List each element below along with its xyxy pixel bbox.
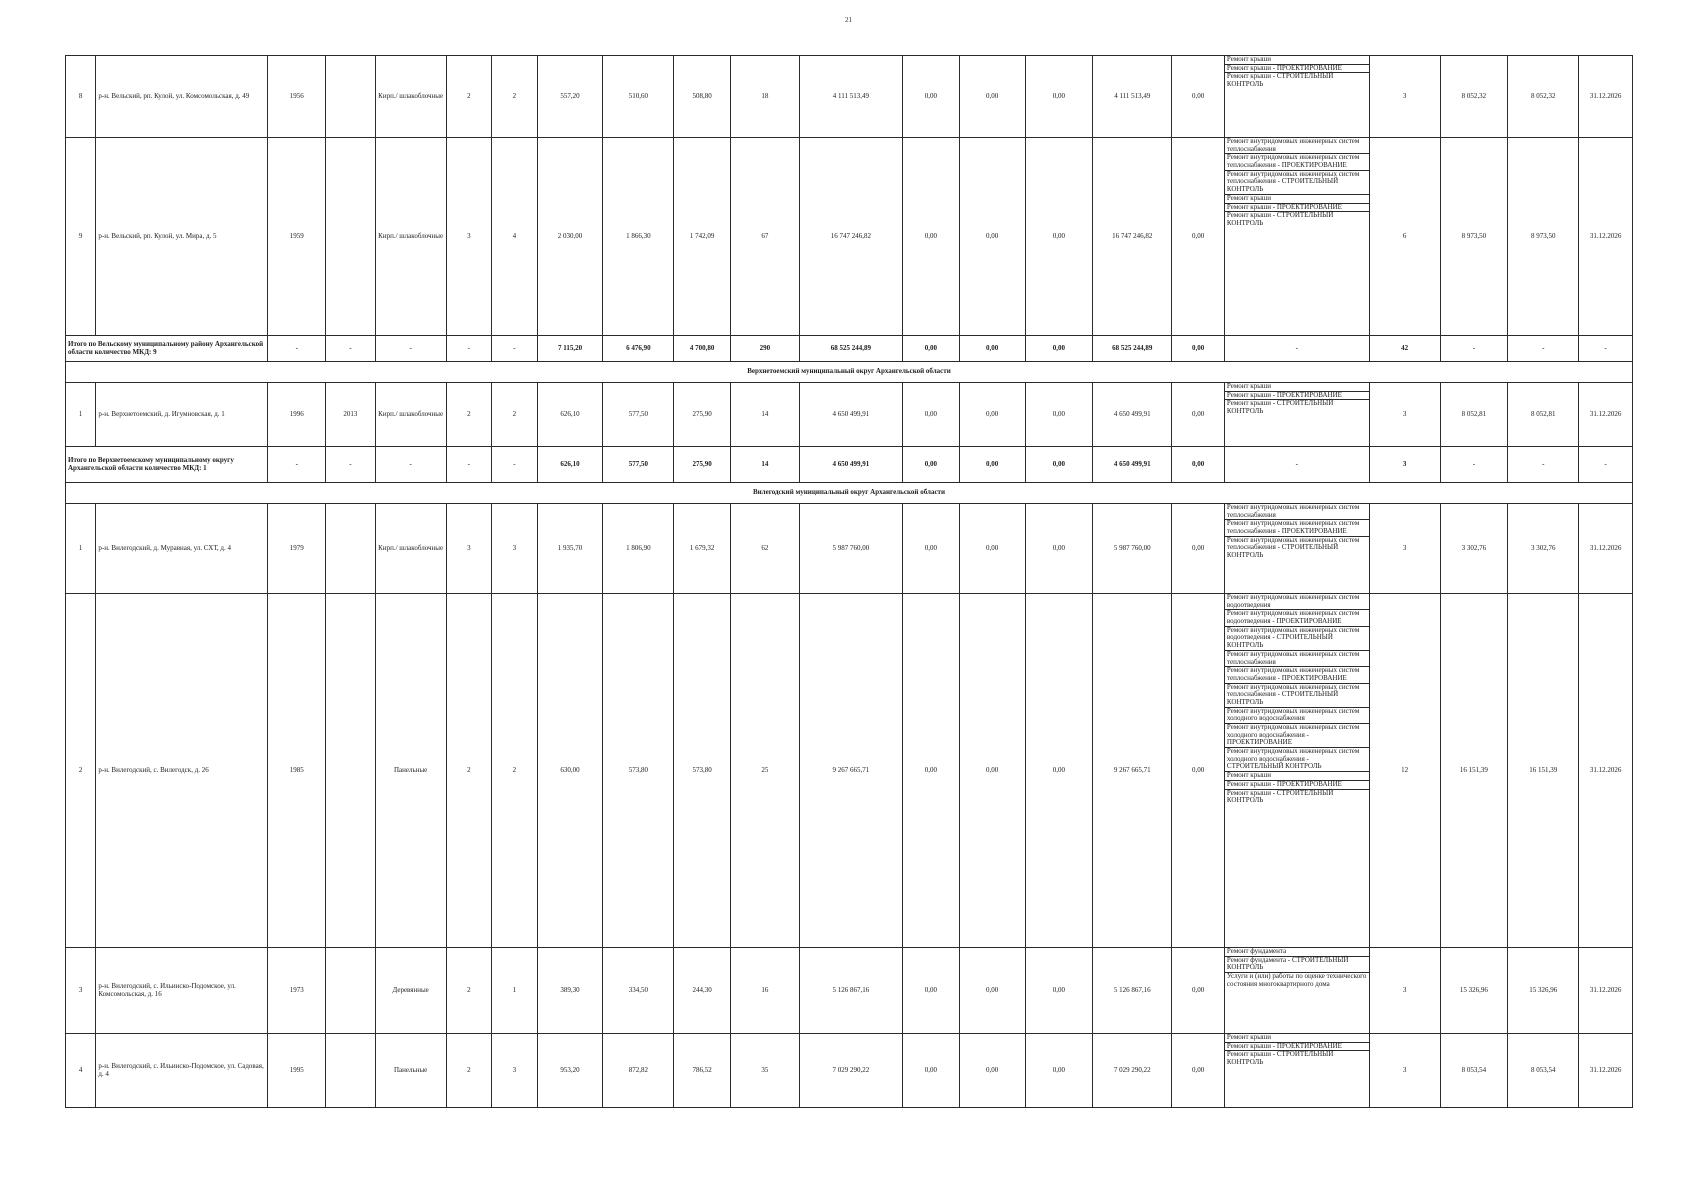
fund-owners-cell: 16 747 246,82 xyxy=(1093,138,1172,336)
area-residents-cell: 1 679,32 xyxy=(674,504,731,594)
fund-other-cell: 0,00 xyxy=(1172,594,1225,948)
total-row xyxy=(66,447,1633,483)
row-number-cell: 3 xyxy=(66,948,96,1034)
section-title: Верхнетоемский муниципальный округ Архангельской области xyxy=(66,362,1633,383)
works-list xyxy=(1225,948,1369,988)
works-list xyxy=(1225,1034,1369,1067)
fund-municipal-cell: 0,00 xyxy=(1025,594,1093,948)
fund-federal-cell: 0,00 xyxy=(903,383,960,447)
cost-total-cell: 16 747 246,82 xyxy=(799,138,902,336)
fund-regional-cell: 0,00 xyxy=(959,948,1025,1034)
work-item: Ремонт внутридомовых инженерных систем теплоснабжения - СТРОИТЕЛЬНЫЙ КОНТРОЛЬ xyxy=(1226,535,1360,560)
fund-federal-cell: 0,00 xyxy=(903,56,960,138)
residents-cell: 290 xyxy=(730,336,799,362)
total-label-cell: Итого по Вельскому муниципальному району Архангельской области количество МКД: 9 xyxy=(66,336,268,362)
fund-other-cell: 0,00 xyxy=(1172,504,1225,594)
unit-cost-cell: 8 973,50 xyxy=(1440,138,1508,336)
page-number: 21 xyxy=(845,16,852,24)
work-item: Ремонт внутридомовых инженерных систем холодного водоснабжения - СТРОИТЕЛЬНЫЙ КОНТРОЛЬ xyxy=(1225,748,1369,772)
total-label-cell: Итого по Верхнетоемскому муниципальному округу Архангельской области количество МКД: 1 xyxy=(66,447,268,483)
unit-limit-cell: 8 052,32 xyxy=(1508,56,1579,138)
area-total-cell: 389,30 xyxy=(537,948,603,1034)
dash-cell: - xyxy=(326,447,376,483)
works-cell xyxy=(1224,138,1369,336)
area-total-cell: 1 935,70 xyxy=(537,504,603,594)
table-row xyxy=(66,594,1633,948)
unit-limit-cell: 8 973,50 xyxy=(1508,138,1579,336)
work-item: Ремонт крыши xyxy=(1225,772,1369,781)
fund-federal-cell: 0,00 xyxy=(903,504,960,594)
dash-cell: - xyxy=(1579,336,1633,362)
work-item: Ремонт крыши - СТРОИТЕЛЬНЫЙ КОНТРОЛЬ xyxy=(1226,211,1334,227)
unit-limit-cell: 8 052,81 xyxy=(1508,383,1579,447)
works-count-cell: 3 xyxy=(1369,948,1440,1034)
work-item: Ремонт внутридомовых инженерных систем теплоснабжения - ПРОЕКТИРОВАНИЕ xyxy=(1225,154,1369,170)
area-total-cell: 7 115,20 xyxy=(537,336,603,362)
work-item: Ремонт внутридомовых инженерных систем теплоснабжения xyxy=(1225,504,1369,520)
work-item: Ремонт внутридомовых инженерных систем теплоснабжения - ПРОЕКТИРОВАНИЕ xyxy=(1225,520,1369,536)
works-count-cell: 42 xyxy=(1369,336,1440,362)
area-residents-cell: 508,80 xyxy=(674,56,731,138)
dash-cell: - xyxy=(268,447,326,483)
fund-municipal-cell: 0,00 xyxy=(1025,447,1093,483)
work-item: Ремонт крыши - СТРОИТЕЛЬНЫЙ КОНТРОЛЬ xyxy=(1226,72,1334,89)
row-number-cell: 8 xyxy=(66,56,96,138)
work-item: Ремонт крыши - СТРОИТЕЛЬНЫЙ КОНТРОЛЬ xyxy=(1226,788,1334,805)
works-cell xyxy=(1224,56,1369,138)
unit-cost-cell: 8 052,81 xyxy=(1440,383,1508,447)
fund-regional-cell: 0,00 xyxy=(959,447,1025,483)
works-cell xyxy=(1224,948,1369,1034)
area-total-cell: 626,10 xyxy=(537,447,603,483)
fund-municipal-cell: 0,00 xyxy=(1025,138,1093,336)
work-item: Ремонт внутридомовых инженерных систем теплоснабжения xyxy=(1225,651,1369,667)
fund-regional-cell: 0,00 xyxy=(959,383,1025,447)
entrances-cell: 2 xyxy=(492,383,538,447)
table-body xyxy=(66,56,1633,1108)
work-item: Ремонт фундамента - СТРОИТЕЛЬНЫЙ КОНТРОЛЬ xyxy=(1225,957,1369,973)
entrances-cell: 3 xyxy=(492,1034,538,1108)
works-count-cell: 12 xyxy=(1369,594,1440,948)
fund-other-cell: 0,00 xyxy=(1172,948,1225,1034)
unit-limit-cell: 16 151,39 xyxy=(1508,594,1579,948)
wall-material-cell: Кирп./ шлакоблочные xyxy=(375,138,446,336)
fund-federal-cell: 0,00 xyxy=(903,594,960,948)
address-cell: р-н. Вельский, рп. Кулой, ул. Мира, д. 5 xyxy=(96,138,268,336)
floors-cell: 3 xyxy=(446,504,492,594)
entrances-cell: 1 xyxy=(492,948,538,1034)
deadline-cell: 31.12.2026 xyxy=(1579,1034,1633,1108)
fund-owners-cell: 5 126 867,16 xyxy=(1093,948,1172,1034)
fund-federal-cell: 0,00 xyxy=(903,1034,960,1108)
year-built-cell: 1979 xyxy=(268,504,326,594)
cost-total-cell: 7 029 290,22 xyxy=(799,1034,902,1108)
fund-other-cell: 0,00 xyxy=(1172,383,1225,447)
fund-owners-cell: 4 650 499,91 xyxy=(1093,447,1172,483)
area-living-cell: 510,60 xyxy=(603,56,674,138)
fund-federal-cell: 0,00 xyxy=(903,948,960,1034)
cost-total-cell: 68 525 244,89 xyxy=(799,336,902,362)
unit-cost-cell: 8 053,54 xyxy=(1440,1034,1508,1108)
area-living-cell: 1 806,90 xyxy=(603,504,674,594)
area-residents-cell: 244,30 xyxy=(674,948,731,1034)
area-living-cell: 6 476,90 xyxy=(603,336,674,362)
row-number-cell: 1 xyxy=(66,504,96,594)
fund-owners-cell: 4 650 499,91 xyxy=(1093,383,1172,447)
works-count-cell: 3 xyxy=(1369,1034,1440,1108)
unit-limit-cell: 15 326,96 xyxy=(1508,948,1579,1034)
year-overhaul-cell: 2013 xyxy=(326,383,376,447)
works-list xyxy=(1225,138,1369,228)
cost-total-cell: 4 650 499,91 xyxy=(799,447,902,483)
year-overhaul-cell xyxy=(326,138,376,336)
works-dash-cell: - xyxy=(1224,336,1369,362)
area-living-cell: 1 866,30 xyxy=(603,138,674,336)
residents-cell: 14 xyxy=(730,383,799,447)
row-number-cell: 2 xyxy=(66,594,96,948)
residents-cell: 35 xyxy=(730,1034,799,1108)
entrances-cell: 2 xyxy=(492,594,538,948)
deadline-cell: 31.12.2026 xyxy=(1579,504,1633,594)
wall-material-cell: Панельные xyxy=(375,1034,446,1108)
work-item: Ремонт крыши - ПРОЕКТИРОВАНИЕ xyxy=(1225,392,1369,401)
wall-material-cell: Кирп./ шлакоблочные xyxy=(375,56,446,138)
floors-cell: 2 xyxy=(446,594,492,948)
dash-cell: - xyxy=(492,336,538,362)
address-cell: р-н. Вельский, рп. Кулой, ул. Комсомольская, д. 49 xyxy=(96,56,268,138)
residents-cell: 14 xyxy=(730,447,799,483)
dash-cell: - xyxy=(446,336,492,362)
area-residents-cell: 4 700,80 xyxy=(674,336,731,362)
year-overhaul-cell xyxy=(326,1034,376,1108)
works-cell xyxy=(1224,594,1369,948)
works-count-cell: 3 xyxy=(1369,56,1440,138)
cost-total-cell: 5 126 867,16 xyxy=(799,948,902,1034)
unit-cost-cell: 16 151,39 xyxy=(1440,594,1508,948)
deadline-cell: 31.12.2026 xyxy=(1579,56,1633,138)
fund-regional-cell: 0,00 xyxy=(959,504,1025,594)
address-cell: р-н. Вилегодский, с. Вилегодск, д. 26 xyxy=(96,594,268,948)
work-item: Ремонт крыши - ПРОЕКТИРОВАНИЕ xyxy=(1225,204,1369,213)
area-residents-cell: 275,90 xyxy=(674,447,731,483)
residents-cell: 67 xyxy=(730,138,799,336)
works-cell xyxy=(1224,383,1369,447)
area-residents-cell: 573,80 xyxy=(674,594,731,948)
fund-other-cell: 0,00 xyxy=(1172,1034,1225,1108)
year-built-cell: 1996 xyxy=(268,383,326,447)
work-item: Ремонт фундамента xyxy=(1225,948,1369,957)
address-cell: р-н. Вилегодский, с. Ильинско-Подомское, ул. Комсомольская, д. 16 xyxy=(96,948,268,1034)
year-built-cell: 1995 xyxy=(268,1034,326,1108)
works-count-cell: 6 xyxy=(1369,138,1440,336)
deadline-cell: 31.12.2026 xyxy=(1579,138,1633,336)
year-overhaul-cell xyxy=(326,594,376,948)
area-total-cell: 2 030,00 xyxy=(537,138,603,336)
unit-limit-cell: 8 053,54 xyxy=(1508,1034,1579,1108)
fund-federal-cell: 0,00 xyxy=(903,138,960,336)
fund-owners-cell: 4 111 513,49 xyxy=(1093,56,1172,138)
works-list xyxy=(1225,56,1369,89)
fund-municipal-cell: 0,00 xyxy=(1025,948,1093,1034)
area-living-cell: 577,50 xyxy=(603,383,674,447)
dash-cell: - xyxy=(326,336,376,362)
works-cell xyxy=(1224,1034,1369,1108)
work-item: Ремонт внутридомовых инженерных систем холодного водоснабжения - ПРОЕКТИРОВАНИЕ xyxy=(1225,724,1369,748)
fund-other-cell: 0,00 xyxy=(1172,56,1225,138)
year-built-cell: 1959 xyxy=(268,138,326,336)
year-overhaul-cell xyxy=(326,948,376,1034)
fund-regional-cell: 0,00 xyxy=(959,1034,1025,1108)
unit-limit-cell: 3 302,76 xyxy=(1508,504,1579,594)
works-list xyxy=(1225,504,1369,560)
area-living-cell: 577,50 xyxy=(603,447,674,483)
year-built-cell: 1973 xyxy=(268,948,326,1034)
fund-municipal-cell: 0,00 xyxy=(1025,56,1093,138)
wall-material-cell: Панельные xyxy=(375,594,446,948)
work-item: Ремонт крыши - ПРОЕКТИРОВАНИЕ xyxy=(1225,1043,1369,1052)
work-item: Ремонт крыши - ПРОЕКТИРОВАНИЕ xyxy=(1225,781,1369,790)
works-cell xyxy=(1224,504,1369,594)
floors-cell: 2 xyxy=(446,1034,492,1108)
dash-cell: - xyxy=(492,447,538,483)
entrances-cell: 3 xyxy=(492,504,538,594)
residents-cell: 16 xyxy=(730,948,799,1034)
fund-other-cell: 0,00 xyxy=(1172,336,1225,362)
dash-cell: - xyxy=(1579,447,1633,483)
area-total-cell: 953,20 xyxy=(537,1034,603,1108)
cost-total-cell: 9 267 665,71 xyxy=(799,594,902,948)
section-title: Вилегодский муниципальный округ Архангельской области xyxy=(66,483,1633,504)
dash-cell: - xyxy=(268,336,326,362)
fund-municipal-cell: 0,00 xyxy=(1025,383,1093,447)
table-row xyxy=(66,504,1633,594)
year-overhaul-cell xyxy=(326,504,376,594)
fund-owners-cell: 68 525 244,89 xyxy=(1093,336,1172,362)
work-item: Ремонт внутридомовых инженерных систем теплоснабжения xyxy=(1225,138,1369,154)
dash-cell: - xyxy=(1508,447,1579,483)
area-residents-cell: 275,90 xyxy=(674,383,731,447)
table-row xyxy=(66,383,1633,447)
residents-cell: 62 xyxy=(730,504,799,594)
fund-other-cell: 0,00 xyxy=(1172,138,1225,336)
work-item: Ремонт внутридомовых инженерных систем теплоснабжения - СТРОИТЕЛЬНЫЙ КОНТРОЛЬ xyxy=(1225,684,1369,708)
unit-cost-cell: 3 302,76 xyxy=(1440,504,1508,594)
wall-material-cell: Кирп./ шлакоблочные xyxy=(375,504,446,594)
work-item: Ремонт внутридомовых инженерных систем водоотведения - ПРОЕКТИРОВАНИЕ xyxy=(1225,610,1369,626)
cost-total-cell: 5 987 760,00 xyxy=(799,504,902,594)
table-row xyxy=(66,948,1633,1034)
residents-cell: 25 xyxy=(730,594,799,948)
entrances-cell: 2 xyxy=(492,56,538,138)
dash-cell: - xyxy=(1508,336,1579,362)
deadline-cell: 31.12.2026 xyxy=(1579,948,1633,1034)
fund-municipal-cell: 0,00 xyxy=(1025,336,1093,362)
work-item: Ремонт внутридомовых инженерных систем водоотведения xyxy=(1225,594,1369,610)
dash-cell: - xyxy=(1440,336,1508,362)
works-list xyxy=(1225,383,1369,416)
row-number-cell: 9 xyxy=(66,138,96,336)
dash-cell: - xyxy=(375,447,446,483)
floors-cell: 2 xyxy=(446,56,492,138)
works-list xyxy=(1225,594,1369,805)
work-item: Ремонт крыши xyxy=(1225,383,1369,392)
year-built-cell: 1956 xyxy=(268,56,326,138)
work-item: Услуги и (или) работы по оценке технического состояния многоквартирного дома xyxy=(1226,972,1367,988)
table-row xyxy=(66,1034,1633,1108)
work-item: Ремонт крыши xyxy=(1225,1034,1369,1043)
row-number-cell: 4 xyxy=(66,1034,96,1108)
area-living-cell: 334,50 xyxy=(603,948,674,1034)
area-residents-cell: 1 742,09 xyxy=(674,138,731,336)
works-count-cell: 3 xyxy=(1369,504,1440,594)
work-item: Ремонт крыши - СТРОИТЕЛЬНЫЙ КОНТРОЛЬ xyxy=(1226,1050,1334,1067)
year-overhaul-cell xyxy=(326,56,376,138)
area-total-cell: 557,20 xyxy=(537,56,603,138)
works-count-cell: 3 xyxy=(1369,447,1440,483)
deadline-cell: 31.12.2026 xyxy=(1579,383,1633,447)
fund-regional-cell: 0,00 xyxy=(959,138,1025,336)
fund-owners-cell: 5 987 760,00 xyxy=(1093,504,1172,594)
residents-cell: 18 xyxy=(730,56,799,138)
floors-cell: 3 xyxy=(446,138,492,336)
area-residents-cell: 786,52 xyxy=(674,1034,731,1108)
work-item: Ремонт внутридомовых инженерных систем холодного водоснабжения xyxy=(1225,708,1369,724)
area-total-cell: 630,00 xyxy=(537,594,603,948)
work-item: Ремонт крыши - СТРОИТЕЛЬНЫЙ КОНТРОЛЬ xyxy=(1226,399,1334,416)
fund-owners-cell: 7 029 290,22 xyxy=(1093,1034,1172,1108)
year-built-cell: 1985 xyxy=(268,594,326,948)
fund-regional-cell: 0,00 xyxy=(959,594,1025,948)
deadline-cell: 31.12.2026 xyxy=(1579,594,1633,948)
fund-regional-cell: 0,00 xyxy=(959,336,1025,362)
dash-cell: - xyxy=(446,447,492,483)
table-row xyxy=(66,56,1633,138)
row-number-cell: 1 xyxy=(66,383,96,447)
area-living-cell: 872,82 xyxy=(603,1034,674,1108)
fund-other-cell: 0,00 xyxy=(1172,447,1225,483)
wall-material-cell: Деревянные xyxy=(375,948,446,1034)
floors-cell: 2 xyxy=(446,948,492,1034)
fund-municipal-cell: 0,00 xyxy=(1025,504,1093,594)
dash-cell: - xyxy=(375,336,446,362)
work-item: Ремонт крыши - ПРОЕКТИРОВАНИЕ xyxy=(1225,65,1369,74)
work-item: Ремонт внутридомовых инженерных систем теплоснабжения - СТРОИТЕЛЬНЫЙ КОНТРОЛЬ xyxy=(1225,171,1369,195)
dash-cell: - xyxy=(1440,447,1508,483)
cost-total-cell: 4 111 513,49 xyxy=(799,56,902,138)
wall-material-cell: Кирп./ шлакоблочные xyxy=(375,383,446,447)
work-item: Ремонт внутридомовых инженерных систем водоотведения - СТРОИТЕЛЬНЫЙ КОНТРОЛЬ xyxy=(1225,627,1369,651)
total-row xyxy=(66,336,1633,362)
address-cell: р-н. Вилегодский, с. Ильинско-Подомское, ул. Садовая, д. 4 xyxy=(96,1034,268,1108)
entrances-cell: 4 xyxy=(492,138,538,336)
table-row xyxy=(66,138,1633,336)
floors-cell: 2 xyxy=(446,383,492,447)
cost-total-cell: 4 650 499,91 xyxy=(799,383,902,447)
area-living-cell: 573,80 xyxy=(603,594,674,948)
fund-federal-cell: 0,00 xyxy=(903,336,960,362)
work-item: Ремонт крыши xyxy=(1225,195,1369,204)
work-item: Ремонт крыши xyxy=(1225,56,1369,65)
work-item: Ремонт внутридомовых инженерных систем теплоснабжения - ПРОЕКТИРОВАНИЕ xyxy=(1225,667,1369,683)
overhaul-register-table xyxy=(65,55,1633,1108)
works-dash-cell: - xyxy=(1224,447,1369,483)
fund-municipal-cell: 0,00 xyxy=(1025,1034,1093,1108)
address-cell: р-н. Вилегодский, д. Муравная, ул. СХТ, д. 4 xyxy=(96,504,268,594)
section-header-row xyxy=(66,483,1633,504)
unit-cost-cell: 15 326,96 xyxy=(1440,948,1508,1034)
fund-federal-cell: 0,00 xyxy=(903,447,960,483)
fund-regional-cell: 0,00 xyxy=(959,56,1025,138)
fund-owners-cell: 9 267 665,71 xyxy=(1093,594,1172,948)
works-count-cell: 3 xyxy=(1369,383,1440,447)
unit-cost-cell: 8 052,32 xyxy=(1440,56,1508,138)
address-cell: р-н. Верхнетоемский, д. Игумновская, д. 1 xyxy=(96,383,268,447)
section-header-row xyxy=(66,362,1633,383)
area-total-cell: 626,10 xyxy=(537,383,603,447)
